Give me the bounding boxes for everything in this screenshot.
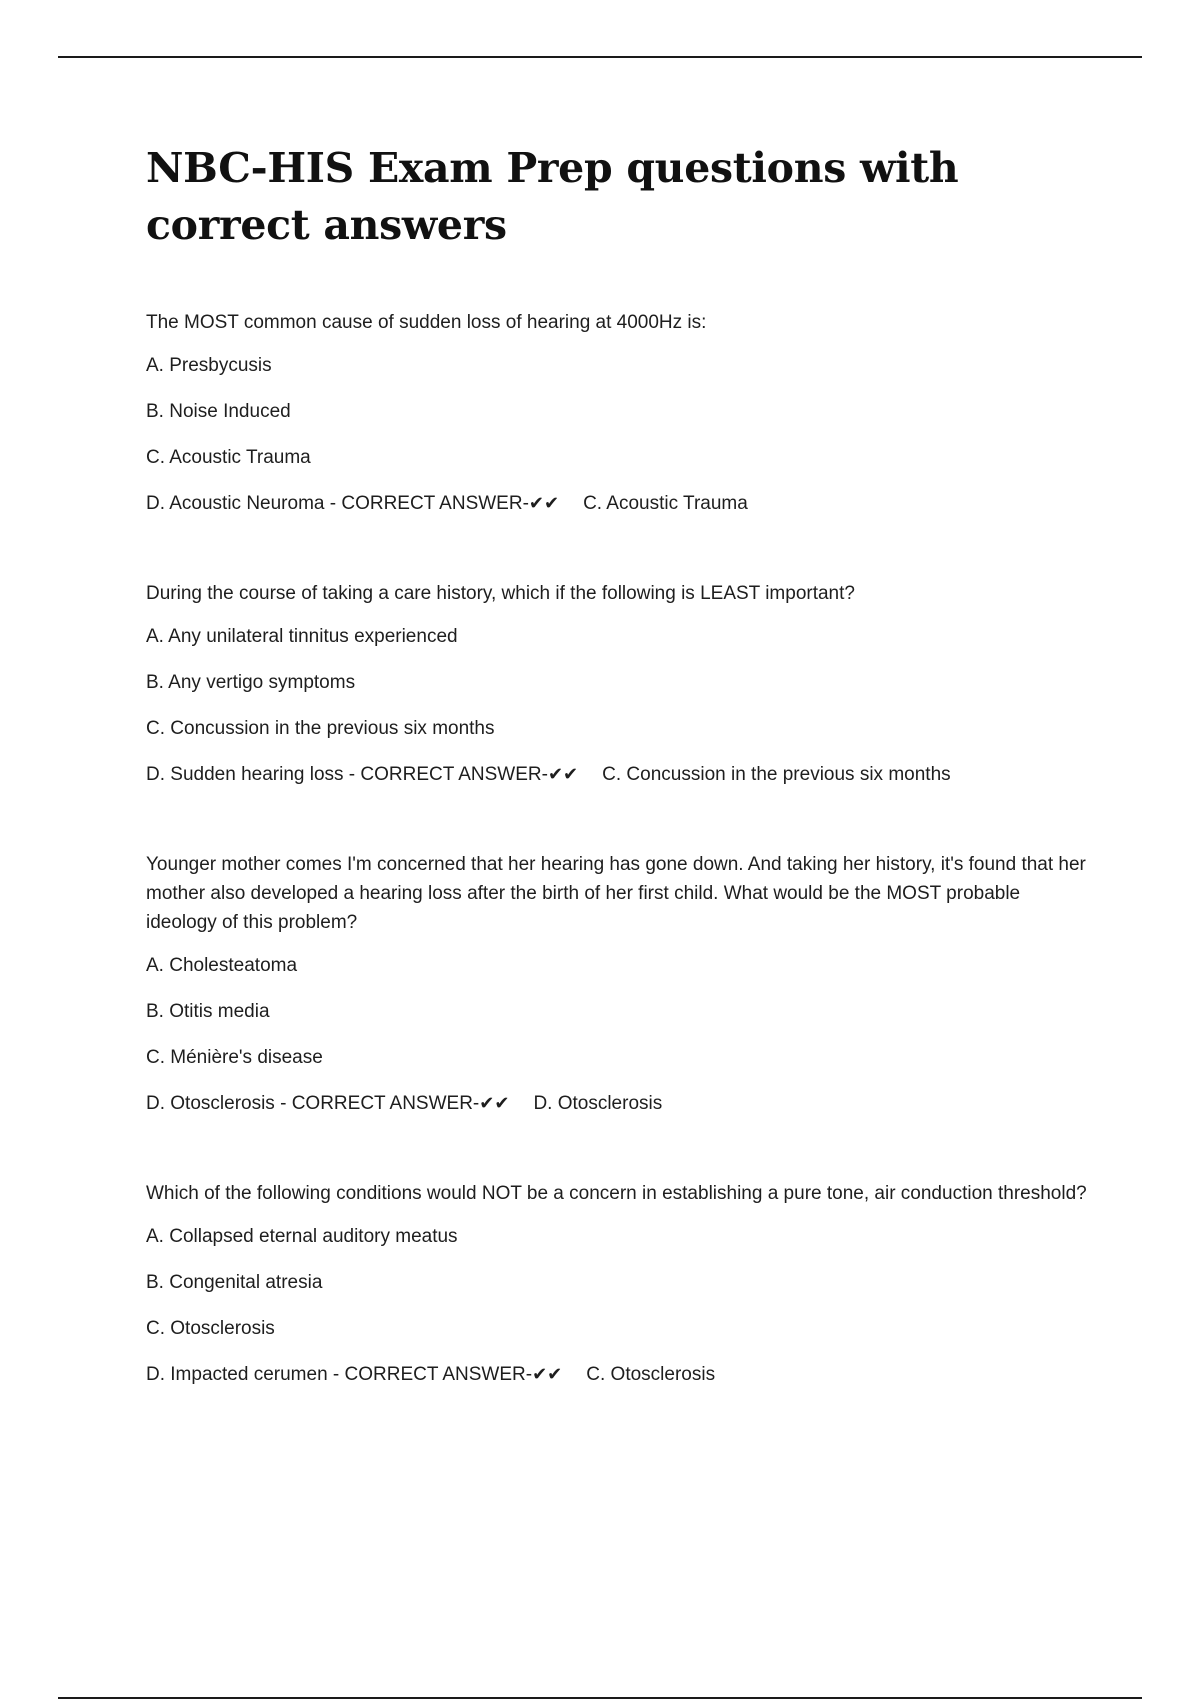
- correct-answer: C. Concussion in the previous six months: [602, 764, 951, 785]
- check-marks-icon: ✔✔: [528, 493, 560, 514]
- option-b: B. Otitis media: [146, 1001, 270, 1022]
- footer-rule: [58, 1697, 1142, 1699]
- correct-answer: C. Otosclerosis: [586, 1364, 716, 1385]
- document-body: [146, 140, 1096, 1450]
- question-2: [146, 579, 1096, 789]
- option-d: D. Impacted cerumen -: [146, 1364, 345, 1385]
- option-b: B. Noise Induced: [146, 401, 291, 422]
- option-d: D. Sudden hearing loss -: [146, 764, 361, 785]
- option-d: D. Acoustic Neuroma -: [146, 493, 342, 514]
- correct-answer-label: CORRECT ANSWER-: [341, 493, 529, 514]
- correct-answer-label: CORRECT ANSWER-: [291, 1093, 480, 1114]
- check-marks-icon: ✔✔: [479, 1093, 510, 1114]
- question-stem: The MOST common cause of sudden loss of hearing at 4000Hz is:: [146, 312, 707, 333]
- option-b: B. Any vertigo symptoms: [146, 672, 356, 693]
- question-4: [146, 1179, 1096, 1389]
- option-d: D. Otosclerosis -: [146, 1093, 292, 1114]
- option-b: B. Congenital atresia: [146, 1272, 323, 1293]
- question-1: [146, 308, 1096, 518]
- check-marks-icon: ✔✔: [532, 1364, 563, 1385]
- option-d-with-answer: [146, 1089, 1096, 1118]
- correct-answer: D. Otosclerosis: [533, 1093, 663, 1114]
- document-title: NBC-HIS Exam Prep questions with correct answers: [146, 144, 959, 249]
- correct-answer-label: CORRECT ANSWER-: [360, 764, 548, 785]
- option-c: C. Concussion in the previous six months: [146, 718, 495, 739]
- correct-answer-label: CORRECT ANSWER-: [344, 1364, 533, 1385]
- option-d-with-answer: [146, 760, 1096, 789]
- option-a: A. Any unilateral tinnitus experienced: [146, 626, 458, 647]
- option-c: C. Otosclerosis: [146, 1318, 275, 1339]
- correct-answer: C. Acoustic Trauma: [583, 493, 748, 514]
- question-3: [146, 850, 1096, 1118]
- option-c: C. Ménière's disease: [146, 1047, 323, 1068]
- question-stem: During the course of taking a care history, which if the following is LEAST important?: [146, 583, 855, 604]
- option-a: A. Presbycusis: [146, 355, 272, 376]
- option-d-with-answer: [146, 1360, 1096, 1389]
- question-stem: Which of the following conditions would NOT be a concern in establishing a pure tone, air conduction threshold?: [146, 1183, 1087, 1204]
- option-d-with-answer: [146, 489, 1096, 518]
- header-rule: [58, 56, 1142, 58]
- option-c: C. Acoustic Trauma: [146, 447, 311, 468]
- question-stem: Younger mother comes I'm concerned that her hearing has gone down. And taking her history, it's found that her mother also developed a hearing loss after the birth of her first child. What would be the MOST probable ideology of this problem?: [146, 854, 1086, 933]
- check-marks-icon: ✔✔: [547, 764, 579, 785]
- option-a: A. Collapsed eternal auditory meatus: [146, 1226, 458, 1247]
- option-a: A. Cholesteatoma: [146, 955, 298, 976]
